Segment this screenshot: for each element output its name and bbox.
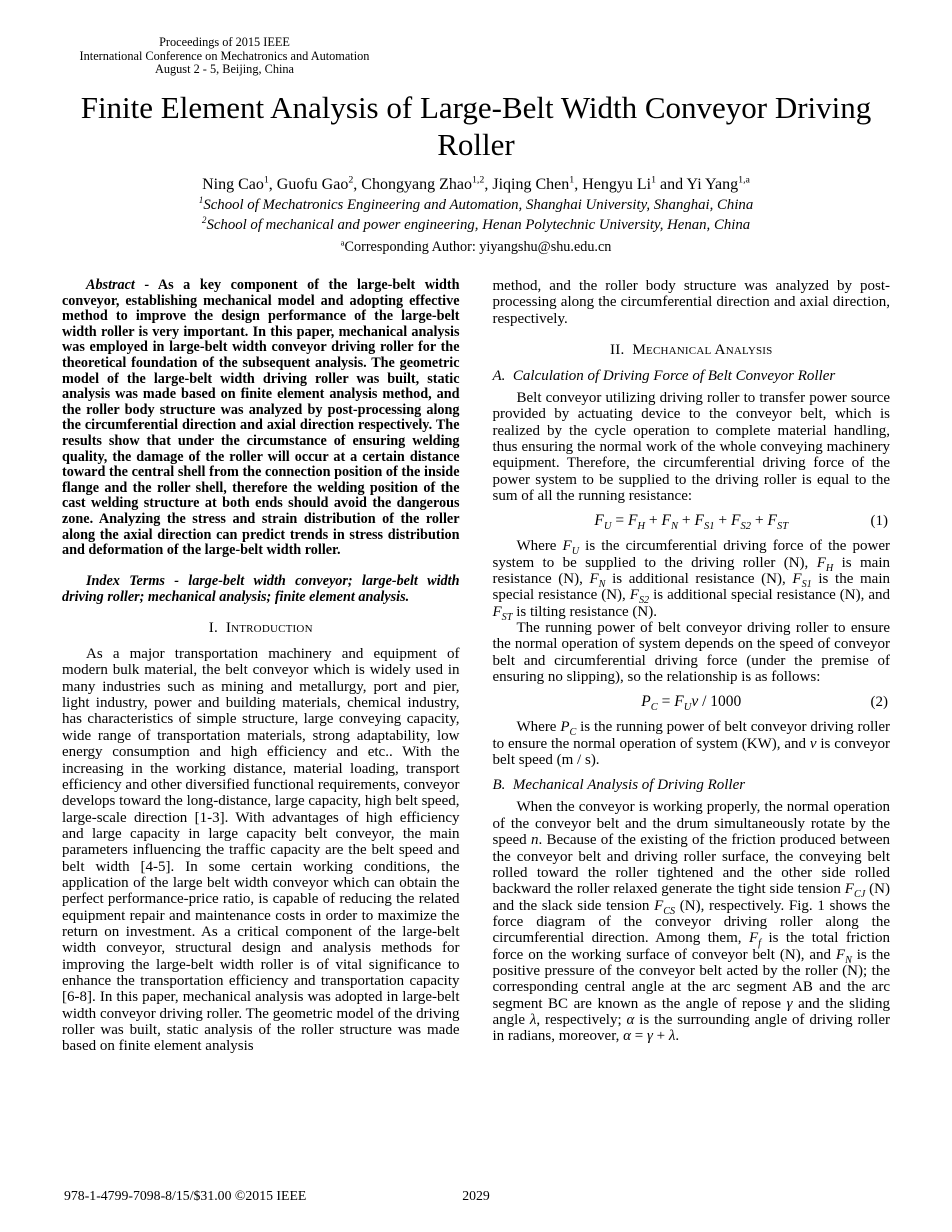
section-heading-introduction: I. Introduction	[208, 619, 313, 637]
paragraph-driving-force: Belt conveyor utilizing driving roller to transfer power source provided by actuating device to the conveyor belt, which is realized by the cycle operation to complete material handling, thus ensuring the normal work of the whole conveying machinery equipment. Therefore, the circumferential driving force of the power system to be supplied to the driving roller is equal to the sum of all the running resistance:	[492, 389, 890, 505]
conference-header-line-1: Proceedings of 2015 IEEE	[159, 35, 290, 49]
right-column	[493, 278, 891, 1055]
paper-title: Finite Element Analysis of Large-Belt Width Conveyor Driving Roller	[80, 89, 872, 162]
paragraph-roller-mechanical-analysis: When the conveyor is working properly, the normal operation of the conveyor belt and the drum simultaneously rotate by the speed n. Because of the existing of the friction produced between the conveyor belt and driving roller surface, the conveying belt rolled toward the roller tightened and the other side rolled backward the roller relaxed generate the tight side tension $F_{CJ}$ (N) and the slack side tension $F_{CS}$ (N), respectively. Fig. 1 shows the force diagram of the conveyor driving roller along the circumferential direction. Among them, $F_f$ is the total friction force on the working surface of conveyor belt (N), and $F_N$ is the positive pressure of the conveyor belt acted by the roller (N); the corresponding central angle at the arc segment AB and the arc segment BC are known as the angle of repose γ and the sliding angle λ, respectively; α is the surrounding angle of driving roller in radians, moreover, α = γ + λ.	[492, 799, 891, 1045]
continuation-paragraph: method, and the roller body structure was analyzed by post-processing along the circumferential direction and axial direction, respectively.	[492, 277, 890, 327]
copyright-notice: 978-1-4799-7098-8/15/$31.00 ©2015 IEEE	[64, 1188, 307, 1203]
paragraph-running-power: The running power of belt conveyor driving roller to ensure the normal operation of system depends on the speed of conveyor belt and circumferential driving force (under the premise of ensuring no slipping), so the relationship is as follows:	[492, 620, 890, 686]
conference-header-line-3: August 2 - 5, Beijing, China	[154, 62, 295, 77]
equation-2-expression: $P_C = F_U\nu / 1000$	[641, 693, 742, 714]
affiliation-2: $^2$School of mechanical and power engineering, Henan Polytechnic University, Henan, China	[201, 215, 751, 233]
equation-2	[493, 693, 891, 714]
page-footer	[62, 1188, 890, 1206]
equation-1-expression: $F_U = F_H + F_N + F_{S1} + F_{S2} + F_{ST}$	[594, 512, 789, 533]
index-terms-paragraph: Index Terms - large-belt width conveyor; large-belt width driving roller; mechanical analysis; finite element analysis.	[62, 572, 460, 605]
paragraph-eq1-definitions: Where $F_U$ is the circumferential driving force of the power system to be supplied to the driving roller (N), $F_H$ is main resistance (N), $F_N$ is additional resistance (N), $F_{S1}$ is the main special resistance (N), $F_{S2}$ is additional special resistance (N), and $F_{ST}$ is tilting resistance (N).	[492, 538, 891, 623]
introduction-paragraph: As a major transportation machinery and equipment of modern bulk material, the belt conveyor which is widely used in many industries such as mining and metallurgy, port and pier, light industry, power and building materials, chemical industry, has characteristics of simple structure, large conveying capacity, wide range of transportation materials, strong adaptability, low energy consumption and high efficiency and etc.. With the increasing in the working distance, material loading, transport efficiency and other diversified functional requirements, conveyor develops toward the long-distance, large capacity, high belt speed, large-scale direction [1-3]. With advantages of high efficiency and large capacity in large capacity belt conveyor, the main parameters influencing the traffic capacity are the belt speed and belt width [4-5]. In some certain working conditions, the application of the large belt width conveyor which can obtain the perfect performance-price ratio, is capable of reducing the related equipment repair and maintenance costs in order to maximize the return on investment. As a critical component of the large-belt width conveyor, structural design and analysis methods for improving the large-belt width roller is of vital significance to enhance the transportation efficiency and transportation capacity [6-8]. In this paper, mechanical analysis was adopted in large-belt width conveyor driving roller. The geometric model of the driving roller was built, static analysis of the roller structure was made based on finite element analysis	[62, 646, 460, 1055]
conference-header	[72, 36, 377, 77]
affiliation-1: $^1$School of Mechatronics Engineering and Automation, Shanghai University, Shanghai, China	[198, 195, 754, 213]
equation-1	[493, 512, 891, 533]
two-column-body	[62, 278, 890, 1055]
subsection-heading-b: B. Mechanical Analysis of Driving Roller	[492, 777, 746, 794]
section-heading-mechanical-analysis: II. Mechanical Analysis	[610, 340, 773, 358]
page-number: 2029	[462, 1188, 490, 1203]
conference-header-line-2: International Conference on Mechatronics and Automation	[79, 48, 370, 63]
subsection-heading-a: A. Calculation of Driving Force of Belt Conveyor Roller	[492, 367, 836, 384]
equation-1-number: (1)	[870, 513, 888, 530]
corresponding-author-line: $^a$Corresponding Author: yiyangshu@shu.edu.cn	[340, 237, 612, 255]
authors-line: Ning Cao$^1$, Guofu Gao$^2$, Chongyang Zhao$^{1,2}$, Jiqing Chen$^1$, Hengyu Li$^1$ and Yi Yang$^{1,a}$	[202, 174, 750, 193]
left-column	[62, 278, 460, 1055]
abstract-paragraph: Abstract - As a key component of the large-belt width conveyor, establishing mechanical model and adopting effective method to improve the design performance of the large-belt width roller is very important. In this paper, mechanical analysis was employed in large-belt width conveyor driving roller for the theoretical foundation of the subsequent analysis. The geometric model of the large-belt width driving roller was built, static analysis was made based on finite element analysis method, and the roller body structure was analyzed by post-processing along the circumferential direction and axial direction respectively. The results show that under the circumstance of ensuring welding quality, the damage of the roller will occur at a certain distance toward the central shell from the connection position of the inside flange and the roller shell, therefore the welding position of the cast welding structure at both ends should avoid the dangerous zone. Analyzing the stress and strain distribution of the roller along the axial direction can predict trends in stress distribution and deformation of the large-belt width roller.	[62, 276, 460, 559]
paragraph-eq2-definitions: Where $P_C$ is the running power of belt conveyor driving roller to ensure the normal operation of system (KW), and ν is conveyor belt speed (m / s).	[492, 719, 891, 769]
equation-2-number: (2)	[870, 694, 888, 711]
